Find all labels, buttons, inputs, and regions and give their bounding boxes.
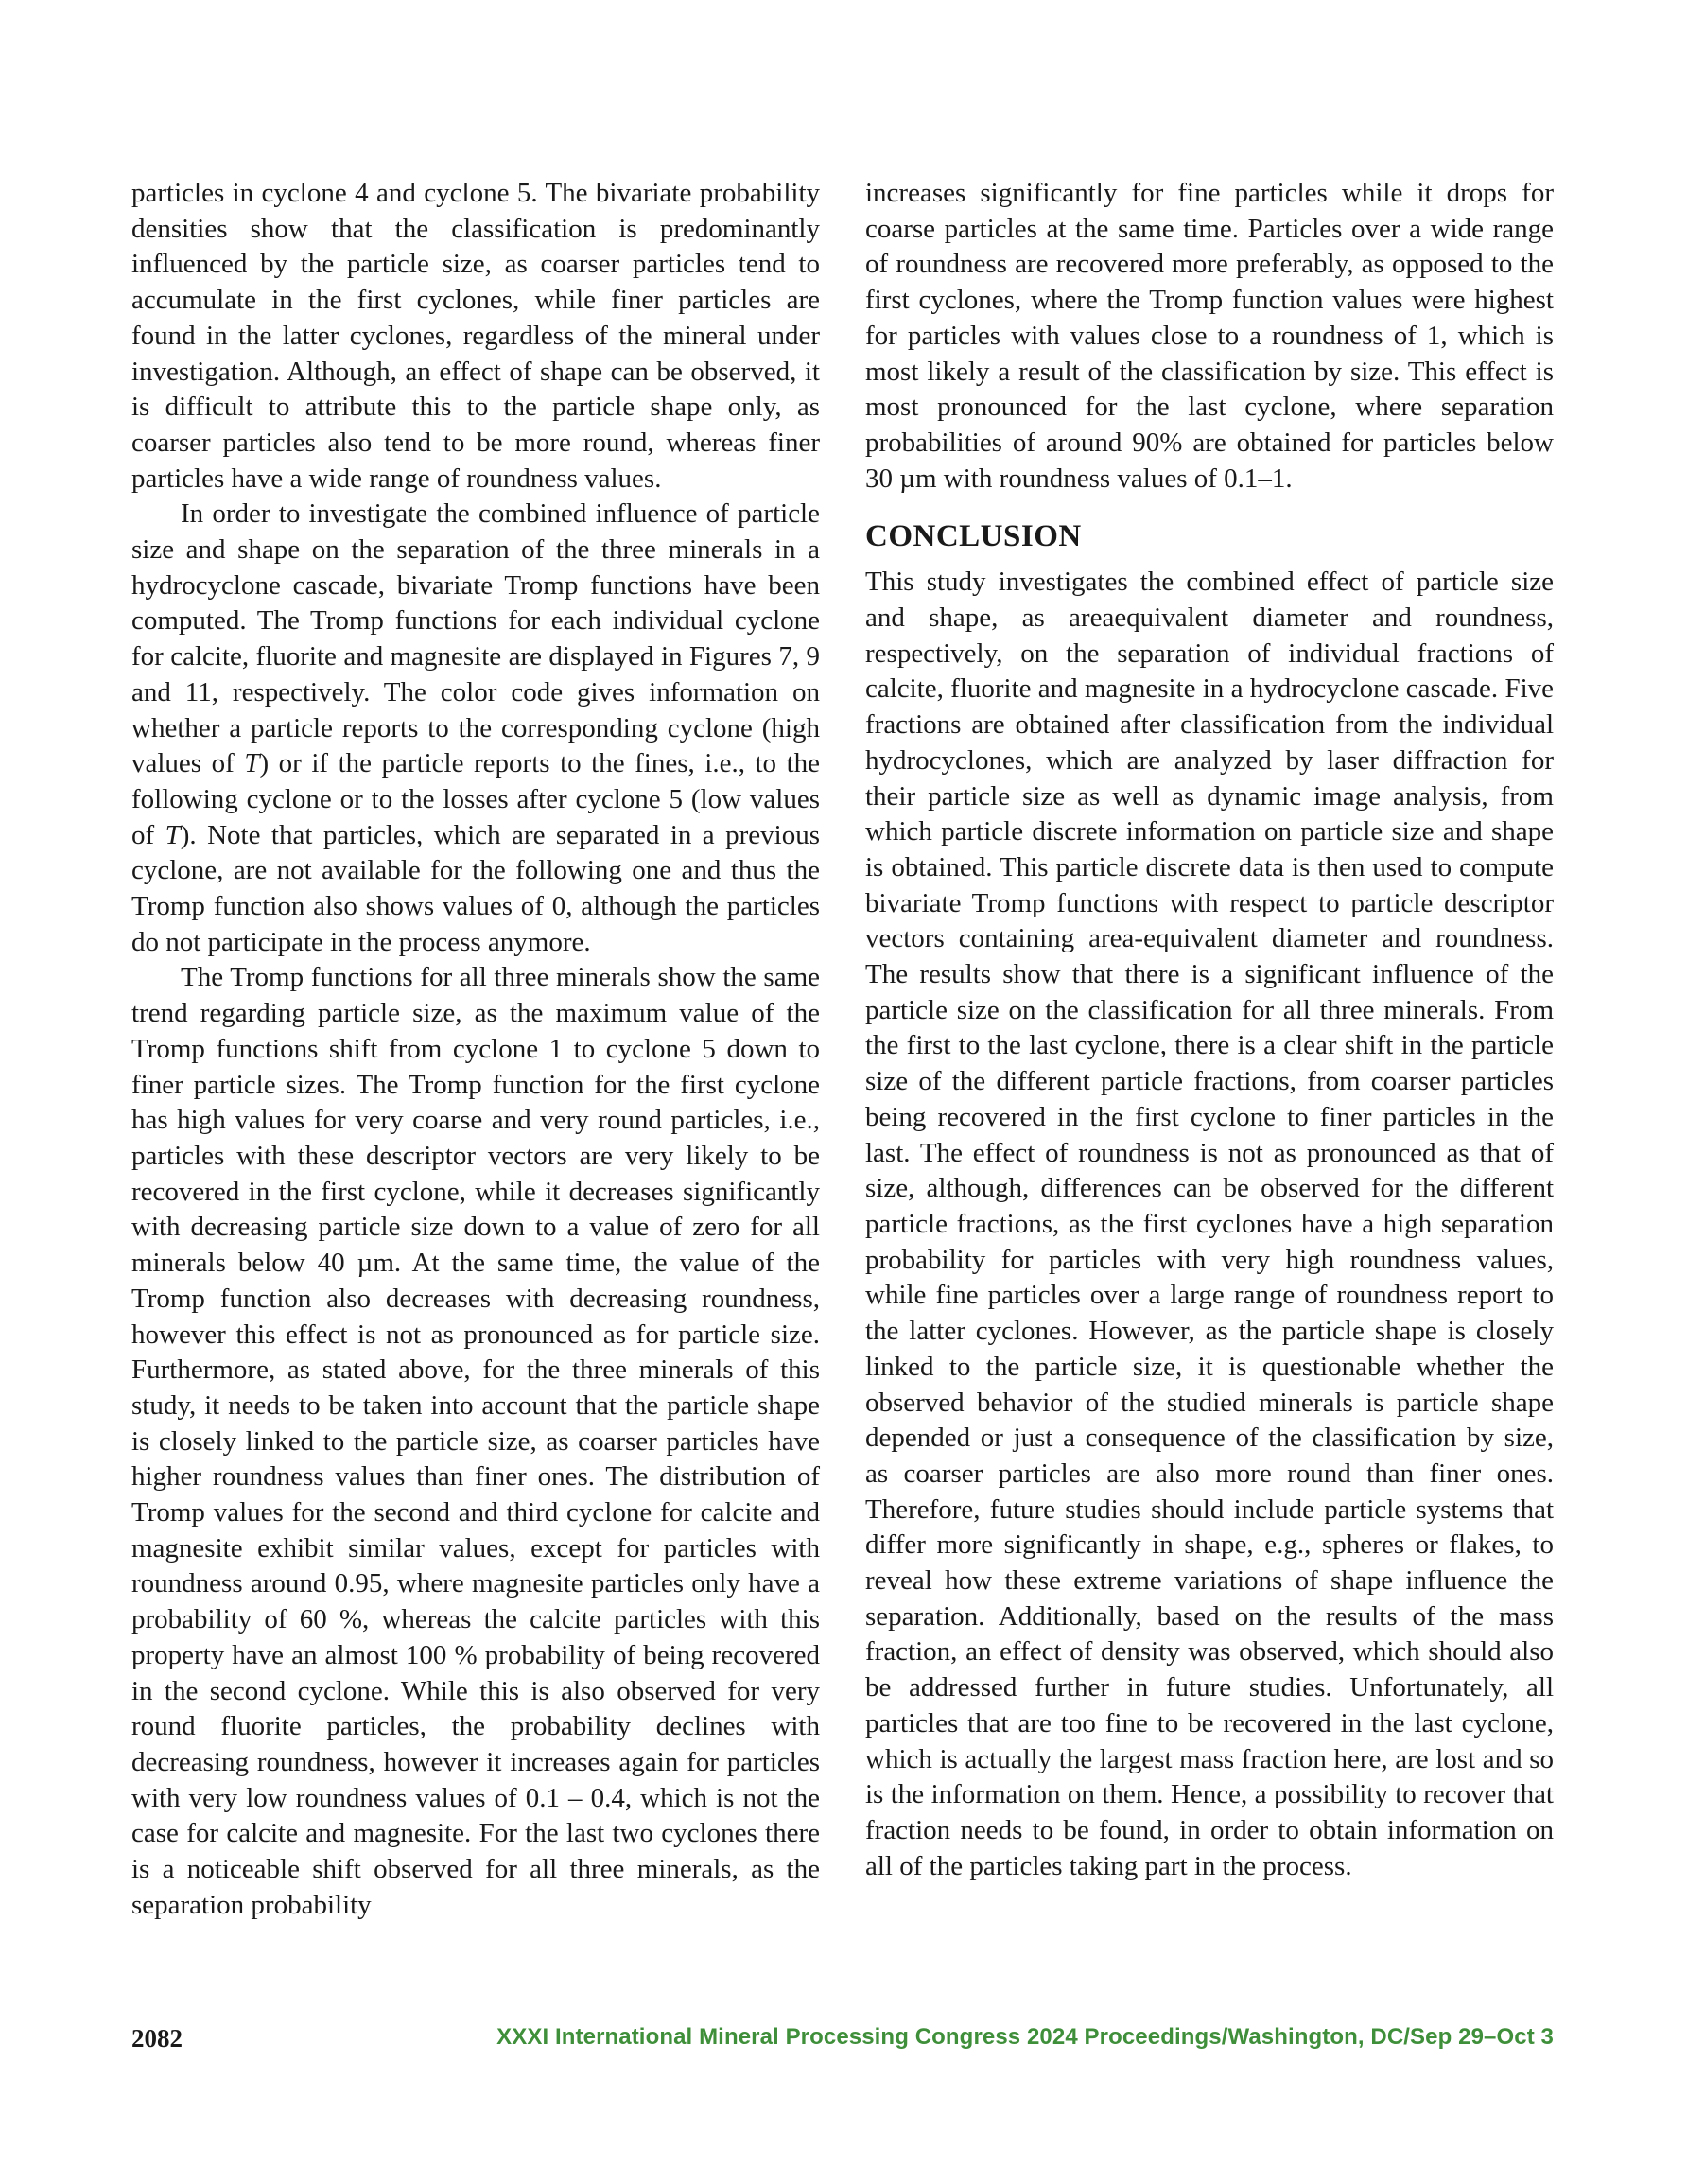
page-number: 2082 <box>131 2024 183 2053</box>
paragraph-text: ) or if the particle reports to the fines, i.e., to the following cyclone or to the losses after cyclone 5 (low values of <box>131 748 820 850</box>
paragraph: The Tromp functions for all three minerals show the same trend regarding particle size, as the maximum value of the Tromp functions shift from cyclone 1 to cyclone 5 down to finer particle sizes. The Tromp function for the first cyclone has high values for very coarse and very round particles, i.e., particles with these descriptor vectors are very likely to be recovered in the first cyclone, while it decreases significantly with decreasing particle size down to a value of zero for all minerals below 40 µm. At the same time, the value of the Tromp function also decreases with decreasing roundness, however this effect is not as pronounced as for particle size. Furthermore, as stated above, for the three minerals of this study, it needs to be taken into account that the particle shape is closely linked to the particle size, as coarser particles have higher roundness values than finer ones. The distribution of Tromp values for the second and third cyclone for calcite and magnesite exhibit similar values, except for particles with roundness around 0.95, where magnesite particles only have a probability of 60 %, whereas the calcite particles with this property have an almost 100 % probability of being recovered in the second cyclone. While this is also observed for very round fluorite particles, the probability declines with decreasing roundness, however it increases again for particles with very low roundness values of 0.1 – 0.4, which is not the case for calcite and magnesite. For the last two cyclones there is a noticeable shift observed for all three minerals, as the separation probability <box>131 962 820 1920</box>
right-column <box>865 176 1554 1884</box>
paragraph-text: In order to investigate the combined influence of particle size and shape on the separation of the three minerals in a hydrocyclone cascade, bivariate Tromp functions have been computed. The Tromp functions for each individual cyclone for calcite, fluorite and magnesite are displayed in Figures 7, 9 and 11, respectively. The color code gives information on whether a particle reports to the corresponding cyclone (high values of <box>131 498 820 779</box>
journal-info: XXXI International Mineral Processing Congress 2024 Proceedings/Washington, DC/Sep 29–Oct 3 <box>496 2024 1554 2050</box>
paragraph-text: ). Note that particles, which are separated in a previous cyclone, are not available for the following one and thus the Tromp function also shows values of 0, although the particles do not participate in the process anymore. <box>131 819 820 957</box>
paragraph <box>131 497 820 960</box>
paragraph: This study investigates the combined effect of particle size and shape, as areaequivalent diameter and roundness, respectively, on the separation of individual fractions of calcite, fluorite and magnesite in a hydrocyclone cascade. Five fractions are obtained after classification from the individual hydrocyclones, which are analyzed by laser diffraction for their particle size as well as dynamic image analysis, from which particle discrete information on particle size and shape is obtained. This particle discrete data is then used to compute bivariate Tromp functions with respect to particle descriptor vectors containing area-equivalent diameter and roundness. The results show that there is a significant influence of the particle size on the classification for all three minerals. From the first to the last cyclone, there is a clear shift in the particle size of the different particle fractions, from coarser particles being recovered in the first cyclone to finer particles in the last. The effect of roundness is not as pronounced as that of size, although, differences can be observed for the different particle fractions, as the first cyclones have a high separation probability for particles with very high roundness values, while fine particles over a large range of roundness report to the latter cyclones. However, as the particle shape is closely linked to the particle size, it is questionable whether the observed behavior of the studied minerals is particle shape depended or just a consequence of the classification by size, as coarser particles are also more round than finer ones. Therefore, future studies should include particle systems that differ more significantly in shape, e.g., spheres or flakes, to reveal how these extreme variations of shape influence the separation. Additionally, based on the results of the mass fraction, an effect of density was observed, which should also be addressed further in future studies. Unfortunately, all particles that are too fine to be recovered in the last cyclone, which is actually the largest mass fraction here, are lost and so is the information on them. Hence, a possibility to recover that fraction needs to be found, in order to obtain information on all of the particles taking part in the process. <box>865 567 1554 1881</box>
page-footer <box>131 2024 1554 2062</box>
left-column <box>131 176 820 1923</box>
tromp-symbol: T <box>165 819 181 850</box>
tromp-symbol: T <box>244 748 260 779</box>
section-heading: CONCLUSION <box>865 519 1082 554</box>
paragraph: particles in cyclone 4 and cyclone 5. The bivariate probability densities show that the classification is predominantly influenced by the particle size, as coarser particles tend to accumulate in the first cyclones, while finer particles are found in the latter cyclones, regardless of the mineral under investigation. Although, an effect of shape can be observed, it is difficult to attribute this to the particle shape only, as coarser particles also tend to be more round, whereas finer particles have a wide range of roundness values. <box>131 178 820 494</box>
paragraph: increases significantly for fine particles while it drops for coarse particles at the same time. Particles over a wide range of roundness are recovered more preferably, as opposed to the first cyclones, where the Tromp function values were highest for particles with values close to a roundness of 1, which is most likely a result of the classification by size. This effect is most pronounced for the last cyclone, where separation probabilities of around 90% are obtained for particles below 30 µm with roundness values of 0.1–1. <box>865 178 1554 494</box>
